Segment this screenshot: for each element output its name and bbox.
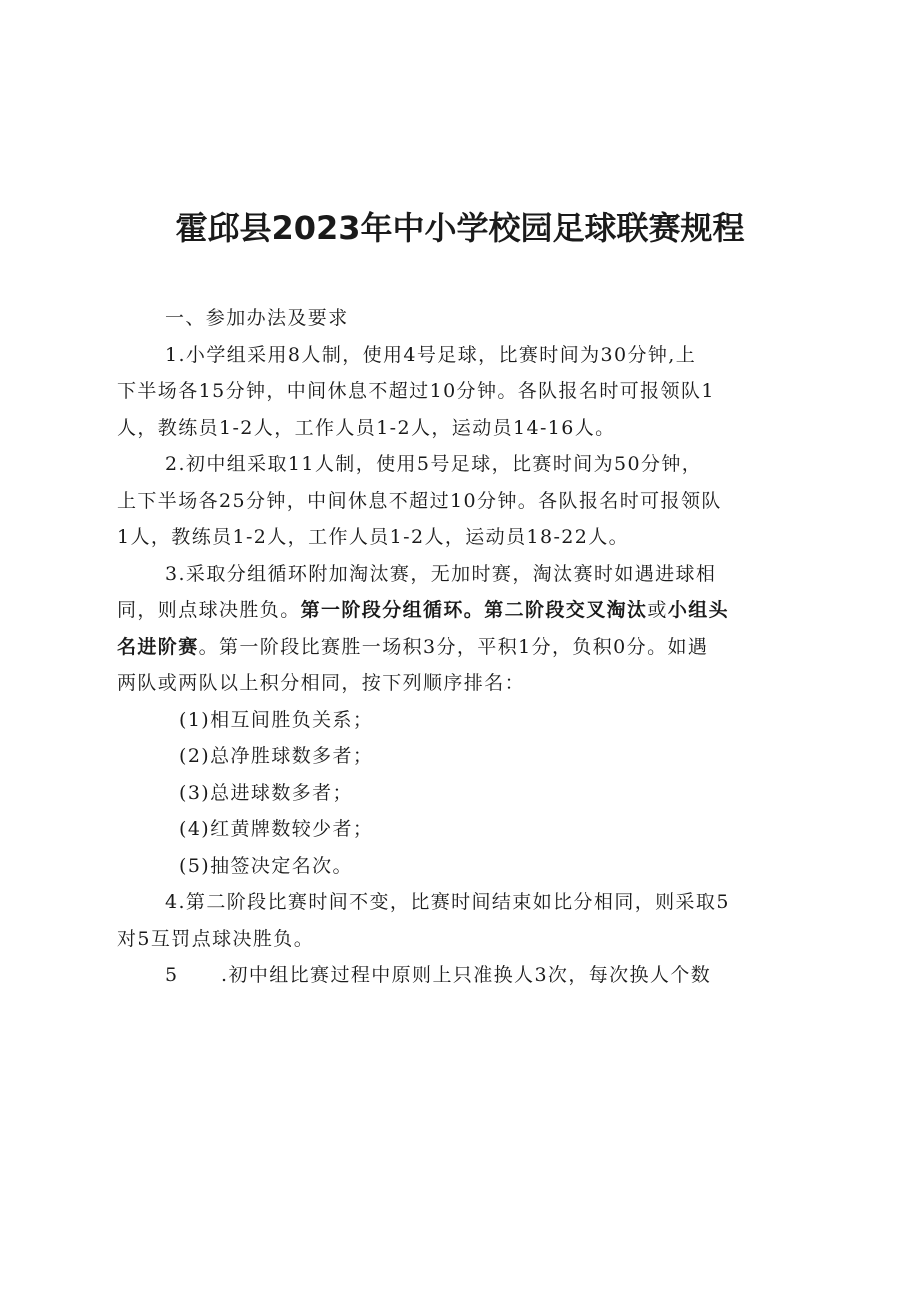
- paragraph-3-text-c: 。第一阶段比赛胜一场积3分，平积1分，负积0分。如遇: [198, 635, 709, 658]
- paragraph-2-line-2: 上下半场各25分钟，中间休息不超过10分钟。各队报名时可报领队: [117, 489, 722, 512]
- ranking-rules: [117, 702, 807, 885]
- paragraph-3-bold-a: 第一阶段分组循环。第二阶段交叉淘汰: [300, 599, 648, 621]
- paragraph-3: [117, 556, 807, 702]
- paragraph-5: [117, 957, 807, 994]
- paragraph-1-line-3: 人，教练员1-2人，工作人员1-2人，运动员14-16人。: [117, 416, 616, 439]
- paragraph-5-line-1: [117, 957, 807, 994]
- section-heading-text: 一、参加办法及要求: [165, 307, 349, 329]
- paragraph-1: [117, 337, 807, 447]
- document-title: 霍邱县2023年中小学校园足球联赛规程: [175, 209, 745, 247]
- paragraph-5-text: .初中组比赛过程中原则上只准换人3次，每次换人个数: [221, 964, 712, 986]
- paragraph-3-text-b: 或: [647, 599, 668, 621]
- paragraph-3-bold-c: 名进阶赛: [117, 635, 199, 658]
- section-heading: [117, 300, 807, 337]
- paragraph-3-line-4: 两队或两队以上积分相同，按下列顺序排名：: [117, 672, 526, 694]
- paragraph-2-line-3: 1人，教练员1-2人，工作人员1-2人，运动员18-22人。: [117, 526, 630, 548]
- ranking-rule-3: (3)总进球数多者；: [179, 781, 353, 804]
- document-body: [117, 300, 807, 994]
- paragraph-3-text-a: 同，则点球决胜负。: [117, 599, 301, 621]
- ranking-rule-4: (4)红黄牌数较少者；: [179, 818, 374, 840]
- paragraph-3-bold-b: 小组头: [667, 599, 730, 621]
- ranking-rule-2: (2)总净胜球数多者；: [179, 745, 374, 767]
- paragraph-2: [117, 446, 807, 556]
- paragraph-1-line-2: 下半场各15分钟，中间休息不超过10分钟。各队报名时可报领队1: [117, 380, 715, 402]
- paragraph-3-line-2: [117, 592, 807, 629]
- ranking-rule-1: (1)相互间胜负关系；: [179, 708, 374, 731]
- ranking-rule-5: (5)抽签决定名次。: [179, 854, 353, 877]
- paragraph-5-number: 5: [165, 964, 179, 986]
- paragraph-1-line-1: 1.小学组采用8人制，使用4号足球，比赛时间为30分钟,上: [165, 343, 697, 366]
- paragraph-3-line-3: [117, 629, 807, 666]
- paragraph-4: [117, 884, 807, 957]
- paragraph-2-line-1: 2.初中组采取11人制，使用5号足球，比赛时间为50分钟，: [165, 453, 703, 475]
- paragraph-4-line-1: 4.第二阶段比赛时间不变，比赛时间结束如比分相同，则采取5: [165, 891, 730, 913]
- paragraph-4-line-2: 对5互罚点球决胜负。: [117, 927, 315, 950]
- paragraph-3-line-1: 3.采取分组循环附加淘汰赛，无加时赛，淘汰赛时如遇进球相: [165, 562, 717, 585]
